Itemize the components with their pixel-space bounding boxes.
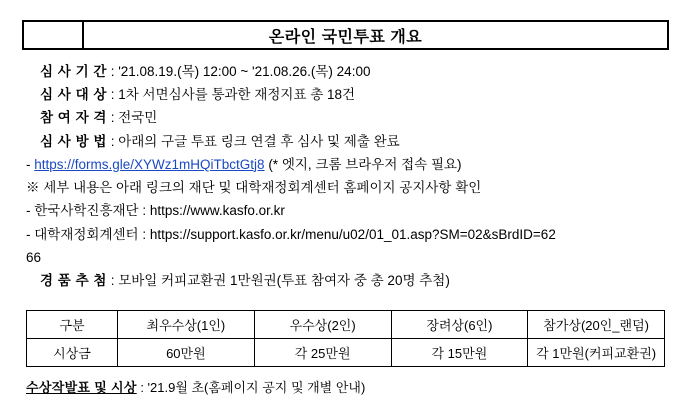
notice-line: ※ 세부 내용은 아래 링크의 재단 및 대학재정회계센터 홈페이지 공지사항 확인 [26,180,482,196]
document-body [22,60,669,292]
page-title: 온라인 국민투표 개요 [84,20,607,50]
info-value-target: : 1차 서면심사를 통과한 재정지표 총 18건 [110,87,356,103]
sub-link-support-overflow: 66 [26,249,42,265]
info-row-period [26,60,665,83]
table-row [27,311,665,339]
prize-header-excellence: 우수상(2인) [254,311,391,339]
info-value-method: : 아래의 구글 투표 링크 연결 후 심사 및 제출 완료 [110,133,400,149]
prize-header-participation: 참가상(20인_랜덤) [528,311,665,339]
info-label-period: 심 사 기 간 [40,64,107,79]
link-dash: - [26,156,35,172]
link-suffix: (* 엣지, 크롬 브라우저 접속 필요) [264,156,462,172]
prize-header-grand: 최우수상(1인) [118,311,255,339]
info-row-method [26,130,665,153]
info-label-target: 심 사 대 상 [40,87,107,103]
sub-link-kasfo: - 한국사학진흥재단 : https://www.kasfo.or.kr [26,203,285,219]
prize-cell-excellence: 각 25만원 [254,339,391,367]
prize-table-wrapper [22,310,669,367]
prize-header-encouragement: 장려상(6인) [391,311,528,339]
prize-cell-label: 시상금 [27,339,118,367]
prize-cell-encouragement: 각 15만원 [391,339,528,367]
prize-draw-value: : 모바일 커피교환권 1만원권(투표 참여자 중 총 20명 추첨) [110,272,450,288]
footer-note [22,377,669,396]
title-bar [22,20,669,50]
prize-draw-label: 경 품 추 첨 [40,272,107,288]
info-row-eligibility [26,106,665,129]
prize-cell-participation: 각 1만원(커피교환권) [528,339,665,367]
sub-link-support: - 대학재정회계센터 : https://support.kasfo.or.kr/menu/u02/01_01.asp?SM=02&sBrdID=62 [26,226,556,242]
google-form-link[interactable]: https://forms.gle/XYWz1mHQiTbctGtj8 [34,156,265,172]
footer-rest-text: : '21.9월 초(홈페이지 공지 및 개별 안내) [136,380,366,396]
footer-underlined-label: 수상작발표 및 시상 [26,380,137,396]
info-label-method: 심 사 방 법 [40,133,107,149]
info-row-target [26,83,665,106]
info-value-eligibility: : 전국민 [110,110,158,126]
table-row [27,339,665,367]
title-left-cap [22,20,84,50]
prize-table [26,310,665,367]
info-label-eligibility: 참 여 자 격 [40,110,107,126]
prize-header-category: 구분 [27,311,118,339]
title-right-cap [607,20,669,50]
info-value-period: : '21.08.19.(목) 12:00 ~ '21.08.26.(목) 24:00 [110,64,371,79]
vote-link-row [26,153,665,176]
prize-draw-row [26,269,665,292]
prize-cell-grand: 60만원 [118,339,255,367]
